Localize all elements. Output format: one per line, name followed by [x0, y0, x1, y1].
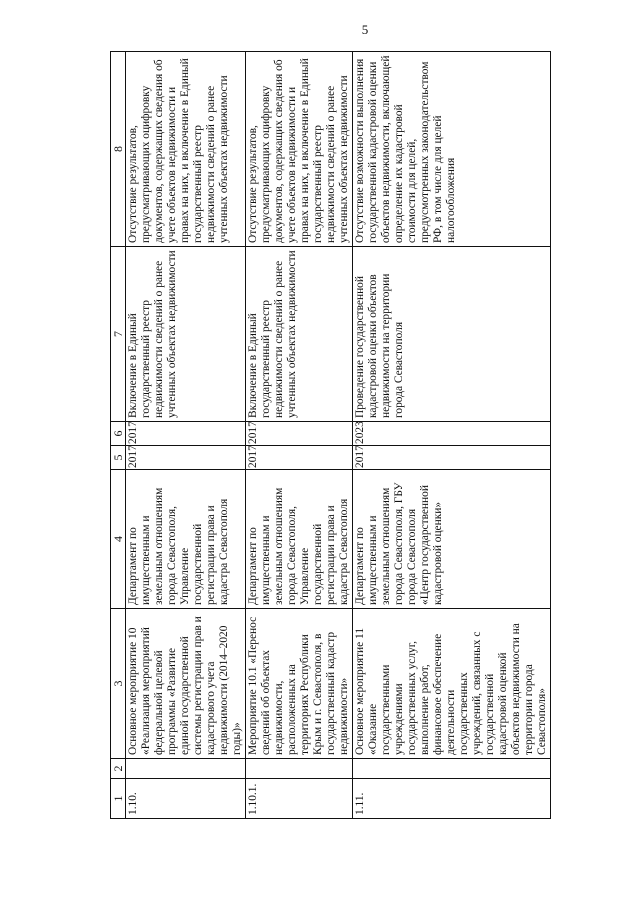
measure-executor: Департамент по имущественным и земельным отношениям города Севастополя, Управление государственной регистрации права и кадастра Севастополя — [126, 470, 246, 609]
header-cell: 7 — [111, 247, 126, 422]
header-cell: 3 — [111, 609, 126, 759]
row-number: 1.10. — [126, 779, 246, 819]
expected-result: Включение в Единый государственный реестр недвижимости сведений о ранее учтенных объектах недвижимости — [126, 247, 246, 422]
page-number: 5 — [361, 22, 369, 37]
row-empty-cell — [353, 759, 551, 779]
header-cell: 4 — [111, 470, 126, 609]
header-cell: 5 — [111, 446, 126, 470]
expected-result: Включение в Единый государственный реестр недвижимости сведений о ранее учтенных объектах недвижимости — [246, 247, 353, 422]
table-row — [126, 52, 246, 819]
rotated-table-area — [110, 52, 548, 819]
measure-executor: Департамент по имущественным и земельным отношениям города Севастополя, Управление государственной регистрации права и кадастра Севастополя — [246, 470, 353, 609]
row-empty-cell — [126, 759, 246, 779]
program-measures-table — [110, 51, 551, 819]
measure-executor: Департамент по имущественным и земельным отношениям города Севастополя, ГБУ города Севастополя «Центр государственной кадастровой оценки» — [353, 470, 551, 609]
end-year: 2023 — [353, 422, 551, 446]
consequence: Отсутствие результатов, предусматривающих оцифровку документов, содержащих сведения об учете объектов недвижимости и правах на них, и включение в Единый государственный реестр недвижимости сведений о ранее учтенных объектах недвижимости — [246, 52, 353, 247]
header-row — [111, 52, 126, 819]
expected-result: Проведение государственной кадастровой оценки объектов недвижимости на территории города Севастополя — [353, 247, 551, 422]
consequence: Отсутствие результатов, предусматривающих оцифровку документов, содержащих сведения об учете объектов недвижимости и правах на них, и включение в Единый государственный реестр недвижимости сведений о ранее учтенных объектах недвижимости — [126, 52, 246, 247]
row-empty-cell — [246, 759, 353, 779]
measure-title: Мероприятие 10.1 «Перенос сведений об объектах недвижимости, расположенных на территориях Республики Крым и г. Севастополя, в государственный кадастр недвижимости» — [246, 609, 353, 759]
header-cell: 8 — [111, 52, 126, 247]
start-year: 2017 — [126, 446, 246, 470]
consequence: Отсутствие возможности выполнения государственной кадастровой оценки объектов недвижимости, включающей определение их кадастровой стоимости для целей, предусмотренных законодательством РФ, в том числе для целей налогообложения — [353, 52, 551, 247]
start-year: 2017 — [246, 446, 353, 470]
header-cell: 6 — [111, 422, 126, 446]
measure-title: Основное мероприятие 10 «Реализация мероприятий федеральной целевой программы «Развитие единой государственной системы регистрации прав и кадастрового учета недвижимости (2014–2020 годы)» — [126, 609, 246, 759]
row-number: 1.11. — [353, 779, 551, 819]
end-year: 2017 — [126, 422, 246, 446]
end-year: 2017 — [246, 422, 353, 446]
table-row — [246, 52, 353, 819]
start-year: 2017 — [353, 446, 551, 470]
row-number: 1.10.1. — [246, 779, 353, 819]
header-cell: 2 — [111, 759, 126, 779]
header-cell: 1 — [111, 779, 126, 819]
measure-title: Основное мероприятие 11 «Оказание государственными учреждениями государственных услуг, выполнение работ, финансовое обеспечение деятельности государственных учреждений, связанных с государственной кадастровой оценкой объектов недвижимости на территории города Севастополя» — [353, 609, 551, 759]
table-row — [353, 52, 551, 819]
